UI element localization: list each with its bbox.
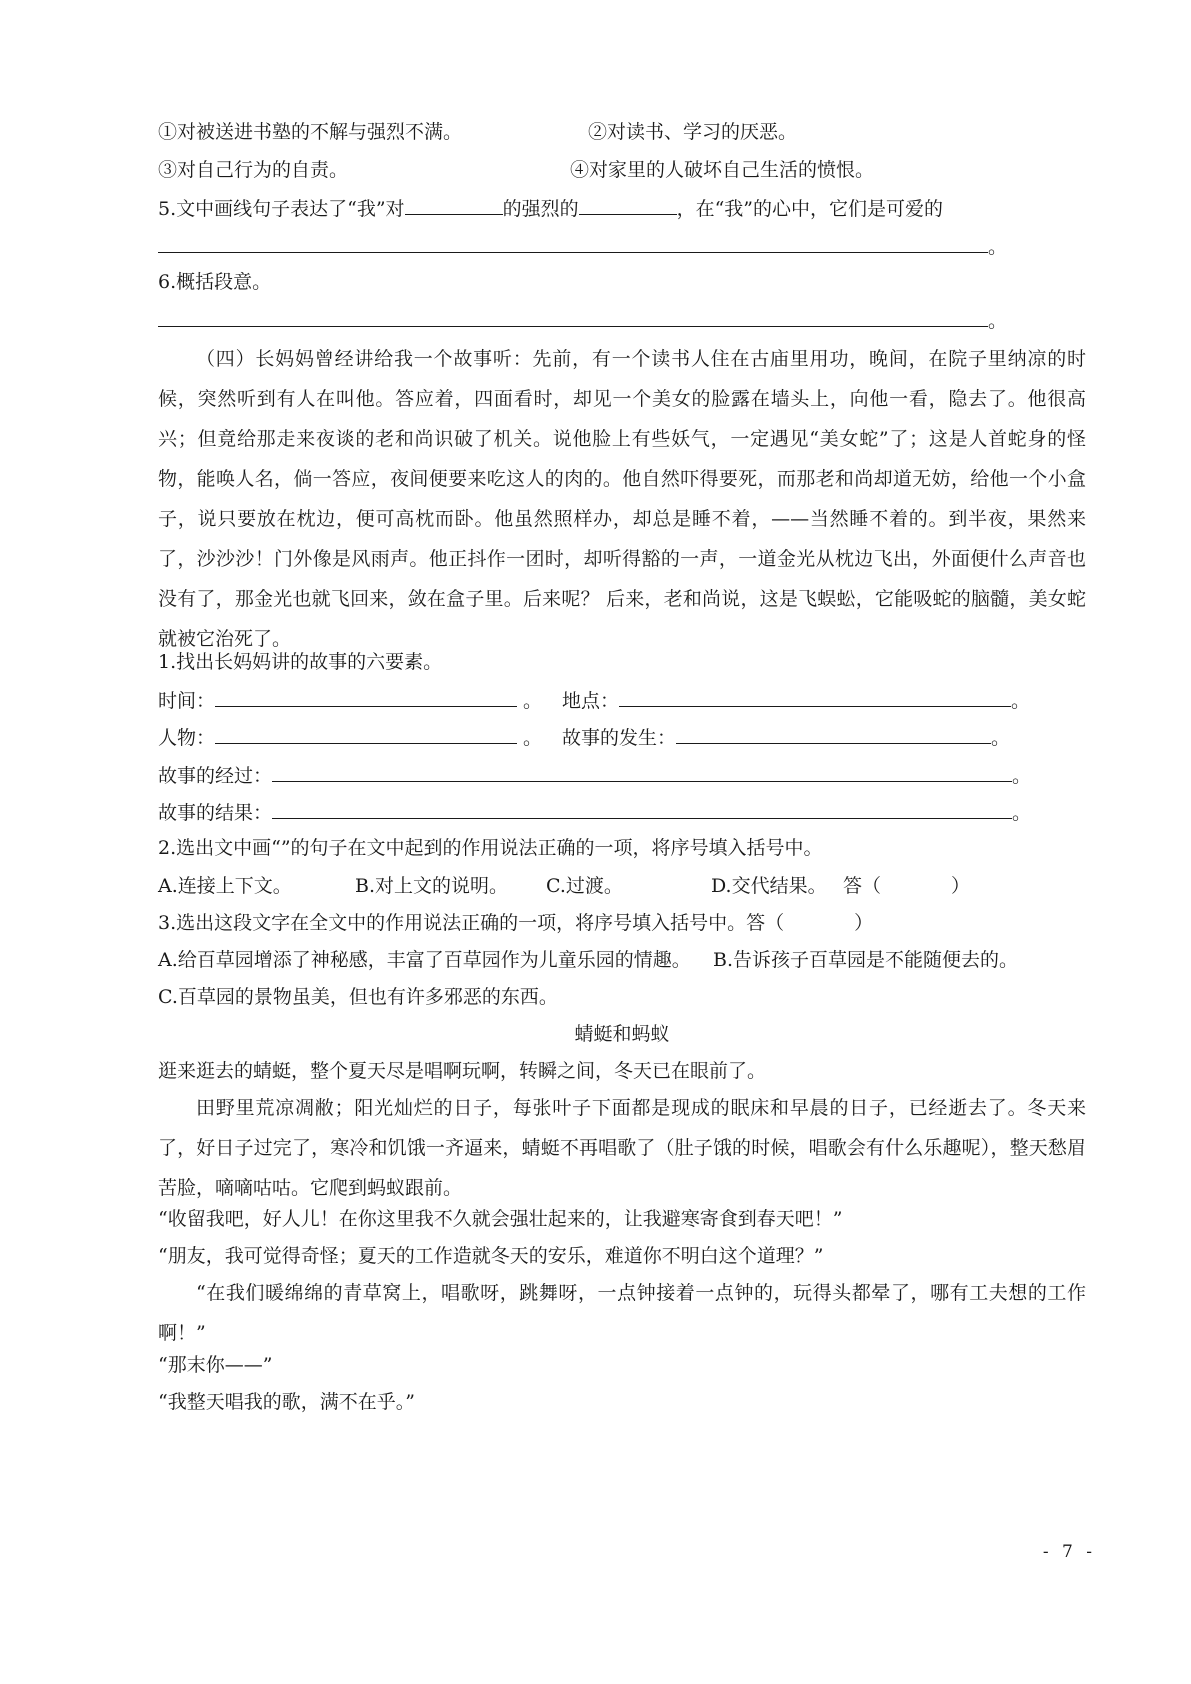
- answer-blank[interactable]: [405, 196, 503, 215]
- story-paragraph-3: “收留我吧，好人儿！在你这里我不久就会强壮起来的，让我避寒寄食到春天吧！”: [158, 1208, 843, 1230]
- people-row: [158, 725, 542, 750]
- option-1: ①对被送进书塾的不解与强烈不满。: [158, 121, 463, 143]
- q2-option-a: A.连接上下文。: [158, 875, 292, 897]
- period: 。: [1012, 802, 1032, 824]
- question-5-part-c: ，在“我”的心中，它们是可爱的: [676, 198, 944, 220]
- period: 。: [991, 727, 1011, 749]
- answer-open: 答（: [843, 875, 882, 897]
- story-paragraph-2: 田野里荒凉凋敝；阳光灿烂的日子，每张叶子下面都是现成的眠床和早晨的日子，已经逝去了。冬天来了，好日子过完了，寒冷和饥饿一齐逼来，蜻蜓不再唱歌了（肚子饿的时候，唱歌会有什么乐趣呢），整天愁眉苦脸，嘀嘀咕咕。它爬到蚂蚁跟前。: [158, 1097, 1086, 1199]
- result-row: [158, 800, 1031, 825]
- people-blank[interactable]: [215, 725, 517, 744]
- answer-line: [158, 234, 1007, 259]
- start-label: 故事的发生：: [562, 727, 677, 749]
- start-blank[interactable]: [676, 725, 991, 744]
- option-2: ②对读书、学习的厌恶。: [588, 121, 798, 143]
- q2-option-b: B.对上文的说明。: [355, 875, 509, 897]
- time-label: 时间：: [158, 690, 216, 712]
- q3-option-b: B.告诉孩子百草园是不能随便去的。: [713, 949, 1019, 971]
- passage-section-4: （四）长妈妈曾经讲给我一个故事听：先前，有一个读书人住在古庙里用功，晚间，在院子里纳凉的时候，突然听到有人在叫他。答应着，四面看时，却见一个美女的脸露在墙头上，向他一看，隐去了。他很高兴；但竟给那走来夜谈的老和尚识破了机关。说他脸上有些妖气，一定遇见“美女蛇”了；这是人首蛇身的怪物，能唤人名，倘一答应，夜间便要来吃这人的肉的。他自然吓得要死，而那老和尚却道无妨，给他一个小盒子，说只要放在枕边，便可高枕而卧。他虽然照样办，却总是睡不着，——当然睡不着的。到半夜，果然来了，沙沙沙！门外像是风雨声。他正抖作一团时，却听得豁的一声，一道金光从枕边飞出，外面便什么声音也没有了，那金光也就飞回来，敛在盒子里。后来呢？ 后来，老和尚说，这是飞蜈蚣，它能吸蛇的脑髓，美女蛇就被它治死了。: [158, 348, 1086, 650]
- question-5-part-a: 5.文中画线句子表达了“我”对: [158, 198, 405, 220]
- answer-blank[interactable]: [158, 308, 988, 327]
- option-4: ④对家里的人破坏自己生活的愤恨。: [570, 159, 875, 181]
- story-paragraph-1: 逛来逛去的蜻蜓，整个夏天尽是唱啊玩啊，转瞬之间，冬天已在眼前了。: [158, 1060, 767, 1082]
- people-label: 人物：: [158, 727, 216, 749]
- answer-blank[interactable]: [579, 196, 677, 215]
- period: 。: [1011, 690, 1031, 712]
- answer-close: ）: [854, 912, 874, 934]
- period: 。: [523, 727, 543, 749]
- period: 。: [988, 236, 1008, 258]
- page-number: - 7 -: [1042, 1542, 1096, 1562]
- period: 。: [1012, 765, 1032, 787]
- story-title: 蜻蜓和蚂蚁: [574, 1023, 670, 1045]
- q2-answer: [843, 874, 970, 898]
- story-paragraph-6: “那末你——”: [158, 1354, 273, 1376]
- question-5-part-b: 的强烈的: [502, 198, 579, 220]
- q2-option-d: D.交代结果。: [711, 875, 827, 897]
- answer-close: ）: [951, 875, 971, 897]
- place-label: 地点：: [562, 690, 620, 712]
- question-1: 1.找出长妈妈讲的故事的六要素。: [158, 651, 443, 673]
- result-blank[interactable]: [272, 800, 1012, 819]
- process-blank[interactable]: [272, 763, 1012, 782]
- q3-option-c: C.百草园的景物虽美，但也有许多邪恶的东西。: [158, 986, 558, 1008]
- period: 。: [988, 310, 1008, 332]
- story-paragraph-5: “在我们暖绵绵的青草窝上，唱歌呀，跳舞呀，一点钟接着一点钟的，玩得头都晕了，哪有工夫想的工作啊！”: [158, 1282, 1086, 1344]
- q2-option-c: C.过渡。: [546, 875, 623, 897]
- story-paragraph-4: “朋友，我可觉得奇怪；夏天的工作造就冬天的安乐，难道你不明白这个道理？”: [158, 1245, 824, 1267]
- time-blank[interactable]: [215, 688, 517, 707]
- result-label: 故事的结果：: [158, 802, 273, 824]
- story-paragraph-7: “我整天唱我的歌，满不在乎。”: [158, 1391, 415, 1413]
- place-blank[interactable]: [619, 688, 1011, 707]
- answer-line: [158, 308, 1007, 333]
- question-2: 2.选出文中画“”的句子在文中起到的作用说法正确的一项，将序号填入括号中。: [158, 837, 823, 859]
- start-row: [562, 725, 1010, 750]
- time-row: [158, 688, 542, 713]
- question-5: [158, 196, 943, 221]
- process-label: 故事的经过：: [158, 765, 273, 787]
- option-3: ③对自己行为的自责。: [158, 159, 349, 181]
- q3-option-a: A.给百草园增添了神秘感，丰富了百草园作为儿童乐园的情趣。: [158, 949, 691, 971]
- question-3: [158, 911, 873, 935]
- process-row: [158, 763, 1031, 788]
- answer-blank[interactable]: [158, 234, 988, 253]
- period: 。: [523, 690, 543, 712]
- question-6: 6.概括段意。: [158, 271, 272, 293]
- question-3-text: 3.选出这段文字在全文中的作用说法正确的一项，将序号填入括号中。答（: [158, 912, 785, 934]
- place-row: [562, 688, 1030, 713]
